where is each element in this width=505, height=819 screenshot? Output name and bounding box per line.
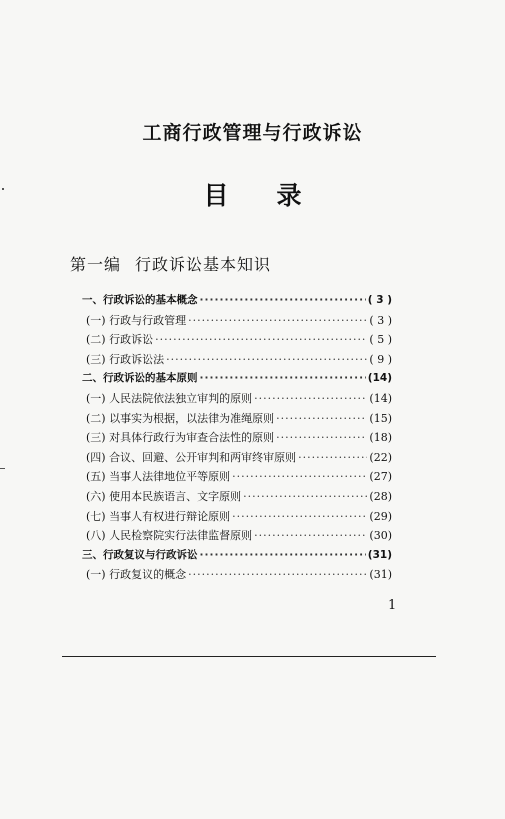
toc-entry-page: (30) [369, 529, 392, 543]
toc-subsection-entry [82, 312, 392, 332]
toc-entry-page: ( 3 ) [367, 294, 392, 306]
toc-leader-dots [155, 333, 367, 346]
toc-entry-label: (二) 行政诉讼 [86, 333, 154, 347]
toc-entry-label: (一) 人民法院依法独立审判的原则 [86, 391, 253, 405]
toc-subsection-entry [82, 390, 392, 410]
scan-speck [0, 468, 5, 469]
book-title: 工商行政管理与行政诉讼 [142, 122, 363, 144]
toc-entry-page: (15) [369, 411, 392, 425]
toc-subsection-entry [82, 508, 392, 528]
toc-subsection-entry [82, 429, 392, 449]
toc-entry-label: (五) 当事人法律地位平等原则 [86, 470, 231, 484]
toc-section-entry [82, 292, 392, 312]
toc-entry-label: 二、行政诉讼的基本原则 [82, 372, 198, 385]
toc-entry-page: (27) [369, 470, 392, 484]
toc-entry-page: (29) [369, 509, 392, 523]
part-number: 第一编 [70, 255, 122, 274]
toc-entry-label: (三) 行政诉讼法 [86, 352, 165, 366]
toc-leader-dots [188, 314, 367, 327]
toc-subsection-entry [82, 449, 392, 469]
toc-section-entry [82, 547, 392, 567]
toc-entry-page: (31) [367, 548, 392, 561]
toc-entry-label: (八) 人民检察院实行法律监督原则 [86, 529, 253, 543]
toc-entry-page: ( 5 ) [369, 333, 392, 347]
toc-section-entry [82, 370, 392, 390]
toc-leader-dots [254, 529, 367, 542]
toc-subsection-entry [82, 351, 392, 371]
toc-leader-dots [232, 470, 367, 483]
toc-entry-page: (31) [369, 568, 392, 582]
toc-leader-dots [166, 353, 367, 366]
toc-entry-page: (18) [369, 431, 392, 445]
toc-entry-label: (三) 对具体行政行为审查合法性的原则 [86, 431, 275, 445]
toc-entry-label: 三、行政复议与行政诉讼 [82, 548, 198, 561]
toc-leader-dots [200, 294, 366, 306]
toc-entry-page: ( 3 ) [369, 313, 392, 327]
toc-entry-label: (六) 使用本民族语言、文字原则 [86, 489, 242, 503]
toc-leader-dots [276, 412, 367, 425]
toc-subsection-entry [82, 488, 392, 508]
part-heading [70, 252, 271, 275]
toc-entry-label: (一) 行政与行政管理 [86, 313, 187, 327]
toc-subsection-entry [82, 410, 392, 430]
scan-speck [2, 188, 4, 190]
part-title: 行政诉讼基本知识 [135, 255, 272, 274]
toc-subsection-entry [82, 527, 392, 547]
toc-leader-dots [243, 490, 367, 503]
toc-entry-page: (28) [369, 489, 392, 503]
toc-subsection-entry [82, 566, 392, 586]
toc-entry-page: ( 9 ) [369, 352, 392, 366]
toc-entry-label: (二) 以事实为根据，以法律为准绳原则 [86, 411, 275, 425]
toc-entry-page: (14) [369, 391, 392, 405]
toc-entry-page: (14) [367, 372, 392, 385]
toc-leader-dots [232, 510, 367, 523]
toc-entry-label: (四) 合议、回避、公开审判和两审终审原则 [86, 450, 297, 464]
toc-leader-dots [188, 568, 367, 581]
page-number: 1 [388, 598, 397, 613]
toc-leader-dots [200, 372, 366, 384]
toc-heading: 目录 [203, 181, 350, 210]
toc-leader-dots [298, 451, 367, 464]
toc-entry-label: (七) 当事人有权进行辩论原则 [86, 509, 231, 523]
toc-subsection-entry [82, 331, 392, 351]
toc-subsection-entry [82, 468, 392, 488]
toc-leader-dots [276, 431, 367, 444]
toc-leader-dots [254, 392, 367, 405]
table-of-contents [82, 292, 392, 586]
bottom-rule [62, 656, 436, 657]
toc-leader-dots [200, 549, 366, 561]
toc-entry-label: 一、行政诉讼的基本概念 [82, 294, 198, 306]
toc-entry-page: (22) [369, 450, 392, 464]
toc-entry-label: (一) 行政复议的概念 [86, 568, 187, 582]
